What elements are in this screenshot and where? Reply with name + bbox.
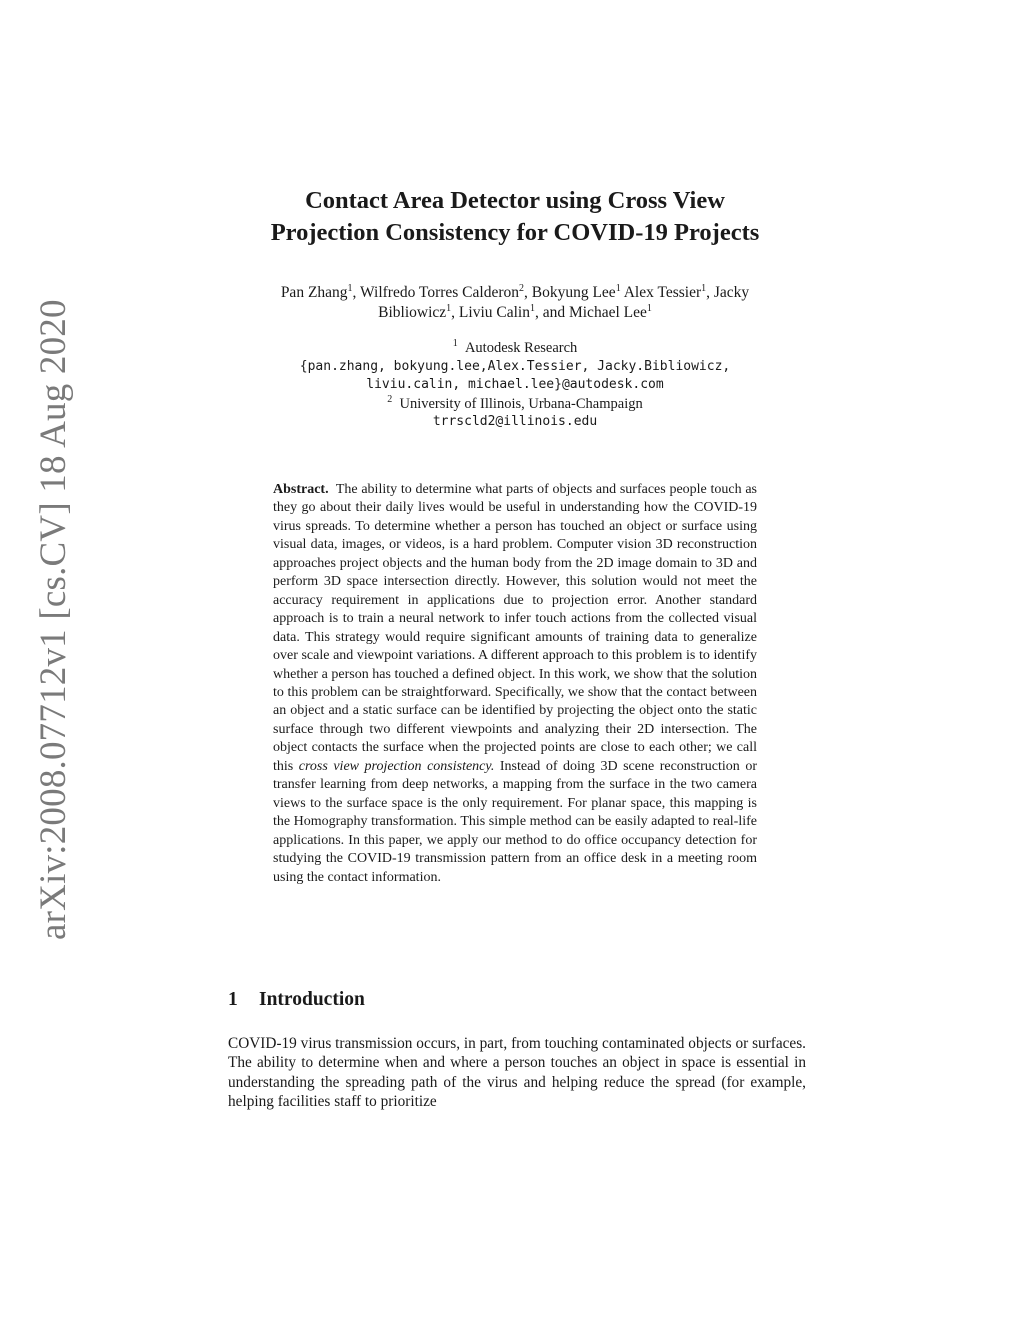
affiliations [200, 339, 830, 432]
author-name: Alex Tessier [620, 284, 702, 301]
section-number: 1 [228, 989, 238, 1010]
author-affil-mark: 1 [646, 303, 652, 314]
paper-title [200, 185, 830, 249]
email-2: trrscld2@illinois.edu [432, 414, 598, 429]
author-name: Pan Zhang [280, 284, 348, 301]
abstract-text-continued: Instead of doing 3D scene reconstruction or transfer learning from deep networks, a mapping from the surface in the two camera views to the surface space is the only requirement. For planar space, this mapping is the Homography transformation. This simple method can be easily adapted to real-life applications. In this paper, we apply our method to do office occupancy detection for studying the COVID-19 transmission pattern from an office desk in a meeting room using the contact information. [273, 758, 757, 885]
institution-name: Autodesk Research [464, 340, 578, 356]
abstract-italic-term: cross view projection consistency. [298, 758, 495, 774]
affil-mark: 2 [387, 393, 393, 405]
affiliation-1 [200, 339, 830, 358]
affil-mark: 1 [452, 338, 458, 349]
section-heading [228, 989, 365, 1011]
author-name: , Wilfredo Torres Calderon [352, 284, 519, 301]
author-list [200, 283, 830, 323]
affiliation-2 [200, 395, 830, 414]
arxiv-identifier[interactable]: arXiv:2008.07712v1 [cs.CV] 18 Aug 2020 [33, 299, 74, 940]
author-name: , and Michael Lee [534, 304, 647, 321]
title-line-2: Projection Consistency for COVID-19 Projects [270, 219, 760, 246]
author-affil-mark: 1 [701, 283, 707, 294]
abstract-label: Abstract. [273, 482, 329, 497]
author-affil-mark: 2 [519, 283, 524, 294]
author-affil-mark: 1 [347, 283, 353, 294]
abstract [273, 481, 757, 887]
email-list-line-1: {pan.zhang, bokyung.lee,Alex.Tessier, Jacky.Bibliowicz, [299, 358, 731, 374]
institution-name: University of Illinois, Urbana-Champaign [399, 395, 643, 412]
author-name: , Bokyung Lee [524, 284, 616, 301]
section-title: Introduction [259, 989, 365, 1010]
author-name: , Liviu Calin [451, 304, 530, 321]
email-list-line-2: liviu.calin, michael.lee}@autodesk.com [366, 377, 664, 392]
title-line-1: Contact Area Detector using Cross View [305, 187, 725, 214]
abstract-text: The ability to determine what parts of objects and surfaces people touch as they go about their daily lives would be useful in understanding how the COVID-19 virus spreads. To determine whether a person has touched an object or surface using visual data, images, or videos, is a hard problem. Computer vision 3D reconstruction approaches project objects and the human body from the 2D image domain to 3D and perform 3D space intersection directly. However, this solution would not meet the accuracy requirement in applications due to projection error. Another standard approach is to train a neural network to infer touch actions from the collected visual data. This strategy would require significant amounts of training data to generalize over scale and viewpoint variations. A different approach to this problem is to identify whether a person has touched a defined object. In this work, we show that the solution to this problem can be straightforward. Specifically, we show that the contact between an object and a static surface can be identified by projecting the object onto the static surface through two different viewpoints and analyzing their 2D intersection. The object contacts the surface when the projected points are close to each other; we call this [273, 482, 758, 774]
author-affil-mark: 1 [615, 283, 621, 294]
author-name: Bibliowicz [378, 304, 447, 321]
author-affil-mark: 1 [446, 303, 452, 314]
author-name: , Jacky [706, 284, 750, 301]
author-affil-mark: 1 [529, 303, 535, 314]
author-line-2 [200, 303, 830, 323]
author-line-1 [200, 283, 830, 303]
introduction-paragraph: COVID-19 virus transmission occurs, in part, from touching contaminated objects or surfaces. The ability to determine when and where a person touches an object in space is essential in understanding the spreading path of the virus and helping reduce the spread (for example, helping facilities staff to prioritize [228, 1035, 806, 1110]
